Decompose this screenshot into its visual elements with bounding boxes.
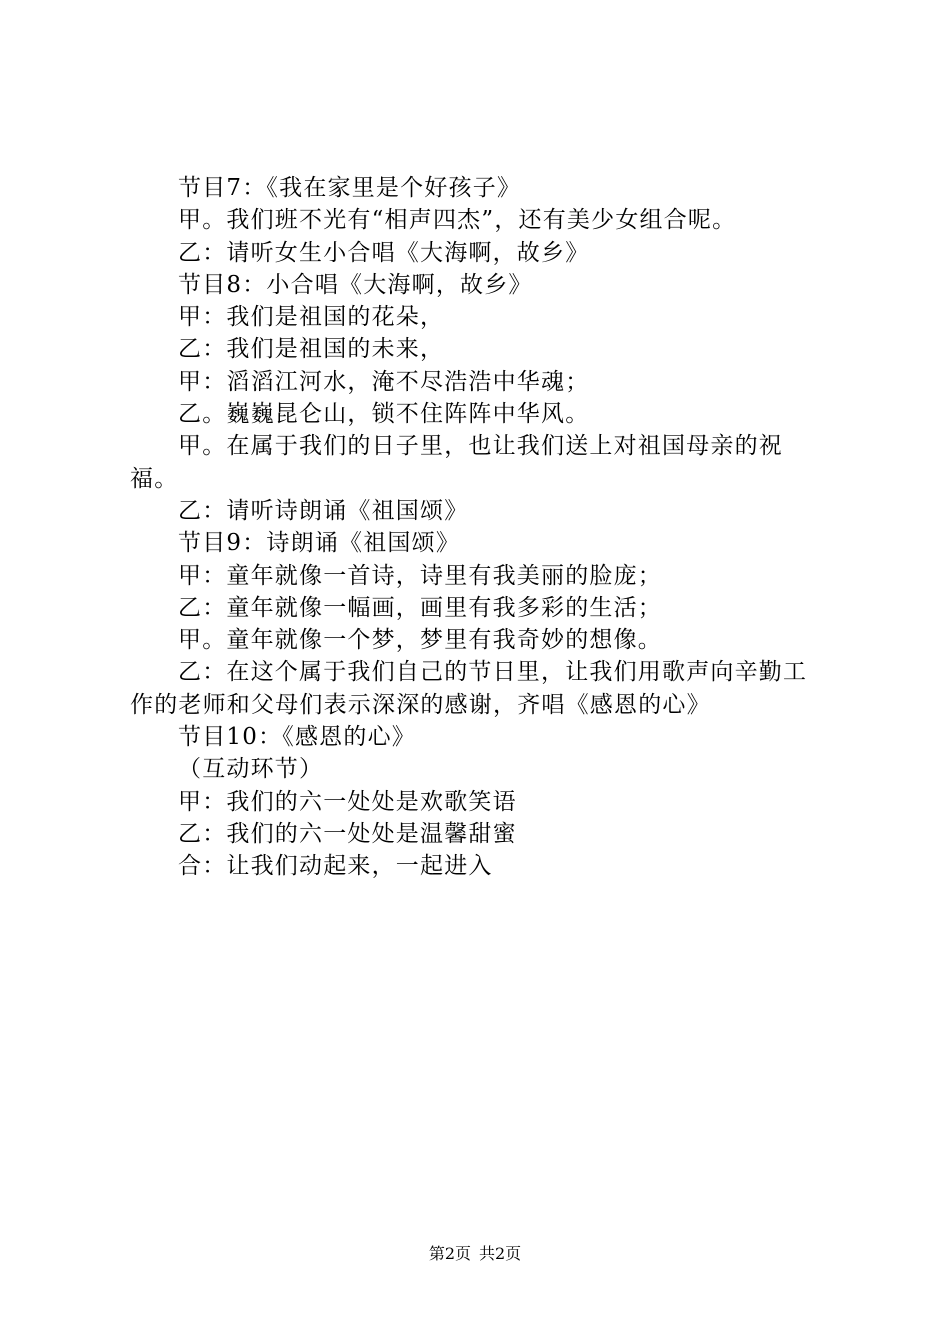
paragraph: 合：让我们动起来，一起进入 <box>178 853 493 880</box>
page-footer <box>0 1244 950 1264</box>
paragraph: 甲：童年就像一首诗，诗里有我美丽的脸庞； <box>178 562 662 589</box>
paragraph: （互动环节） <box>178 756 324 783</box>
paragraph: 乙。巍巍昆仑山，锁不住阵阵中华风。 <box>178 401 590 428</box>
page-number: 第2页 <box>428 1244 471 1263</box>
paragraph: 甲。我们班不光有“相声四杰”，还有美少女组合呢。 <box>178 207 737 234</box>
paragraph: 节目7：《我在家里是个好孩子》 <box>178 175 522 201</box>
paragraph: 甲。在属于我们的日子里，也让我们送上对祖国母亲的祝福。 <box>130 433 783 492</box>
paragraph: 乙：请听诗朗诵《祖国颂》 <box>178 497 469 524</box>
paragraph: 甲：我们是祖国的花朵， <box>178 304 445 331</box>
paragraph: 乙：我们的六一处处是温馨甜蜜 <box>178 820 517 847</box>
paragraph: 乙：我们是祖国的未来， <box>178 336 445 363</box>
paragraph: 乙：在这个属于我们自己的节日里，让我们用歌声向辛勤工作的老师和父母们表示深深的感谢，齐唱《感恩的心》 <box>130 659 808 718</box>
paragraph: 乙：请听女生小合唱《大海啊，故乡》 <box>178 239 590 266</box>
paragraph: 节目9：诗朗诵《祖国颂》 <box>178 530 461 557</box>
paragraph: 甲：滔滔江河水，淹不尽浩浩中华魂； <box>178 368 590 395</box>
paragraph: 甲。童年就像一个梦，梦里有我奇妙的想像。 <box>178 627 662 654</box>
paragraph: 乙：童年就像一幅画，画里有我多彩的生活； <box>178 594 662 621</box>
paragraph: 节目10：《感恩的心》 <box>178 724 416 751</box>
document-body <box>130 172 830 883</box>
paragraph: 节目8：小合唱《大海啊，故乡》 <box>178 271 533 298</box>
paragraph: 甲：我们的六一处处是欢歌笑语 <box>178 788 517 815</box>
page-total: 共2页 <box>479 1244 522 1263</box>
